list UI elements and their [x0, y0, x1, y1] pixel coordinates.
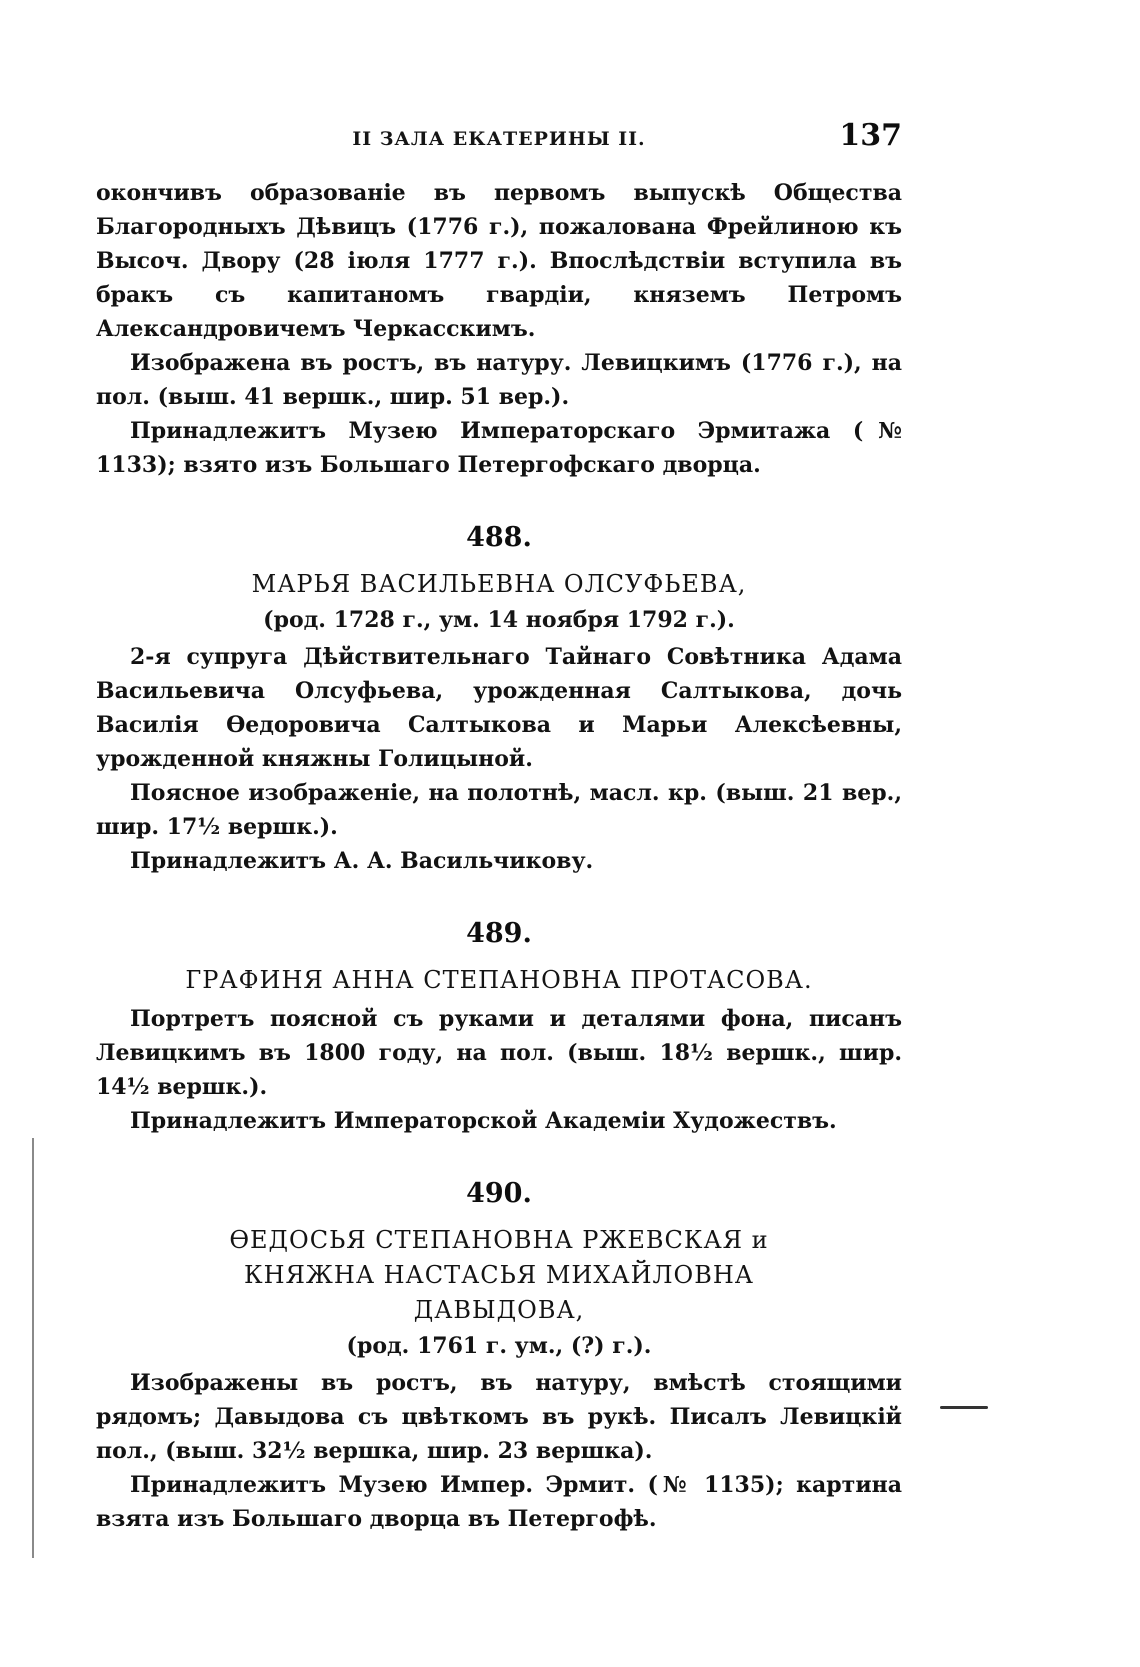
paragraph: окончивъ образованіе въ первомъ выпускѣ Общества Благородныхъ Дѣвицъ (1776 г.), пожалована Фрейлиною къ Высоч. Двору (28 іюля 1777 г.). Впослѣдствіи вступила въ бракъ съ капитаномъ гвардіи, княземъ Петромъ Александровичемъ Черкасскимъ.	[96, 180, 902, 342]
paragraph: Принадлежитъ А. А. Васильчикову.	[130, 848, 594, 874]
catalog-entry-490	[96, 1178, 902, 1536]
entry-title: ГРАФИНЯ АННА СТЕПАНОВНА ПРОТАСОВА.	[185, 966, 813, 994]
entry-number: 489.	[466, 918, 532, 949]
entry-dates: (род. 1761 г. ум., (?) г.).	[346, 1333, 652, 1359]
paragraph: Принадлежитъ Императорской Академіи Художествъ.	[130, 1108, 837, 1134]
scan-edge-rule	[32, 1138, 34, 1558]
paragraph: Изображена въ ростъ, въ натуру. Левицкимъ (1776 г.), на пол. (выш. 41 вершк., шир. 51 вер.).	[96, 350, 902, 410]
paragraph: Принадлежитъ Музею Импер. Эрмит. (№ 1135); картина взята изъ Большаго дворца въ Петергофѣ.	[96, 1472, 902, 1532]
margin-dash-mark	[940, 1406, 988, 1409]
paragraph: Принадлежитъ Музею Императорскаго Эрмитажа (№ 1133); взято изъ Большаго Петергофскаго дворца.	[96, 418, 902, 478]
book-page	[96, 118, 902, 1536]
paragraph: 2-я супруга Дѣйствительнаго Тайнаго Совѣтника Адама Васильевича Олсуфьева, урожденная Салтыкова, дочь Василія Ѳедоровича Салтыкова и Марьи Алексѣевны, урожденной княжны Голицыной.	[96, 644, 902, 772]
paragraph: Изображены въ ростъ, въ натуру, вмѣстѣ стоящими рядомъ; Давыдова съ цвѣткомъ въ рукѣ. Писалъ Левицкій пол., (выш. 32½ вершка, шир. 23 вершка).	[96, 1370, 902, 1464]
page-header	[96, 118, 902, 154]
entry-number: 488.	[466, 522, 532, 553]
entry-number: 490.	[466, 1178, 532, 1209]
running-head: II ЗАЛА ЕКАТЕРИНЫ II.	[352, 128, 646, 150]
page-number: 137	[839, 118, 902, 153]
entry-dates: (род. 1728 г., ум. 14 ноября 1792 г.).	[263, 607, 735, 633]
continuation-text	[96, 176, 902, 482]
paragraph: Портретъ поясной съ руками и деталями фона, писанъ Левицкимъ въ 1800 году, на пол. (выш. 18½ вершк., шир. 14½ вершк.).	[96, 1006, 902, 1100]
entry-title: ѲЕДОСЬЯ СТЕПАНОВНА РЖЕВСКАЯ и КНЯЖНА НАСТАСЬЯ МИХАЙЛОВНА ДАВЫДОВА,	[229, 1226, 769, 1324]
catalog-entry-488	[96, 522, 902, 878]
paragraph: Поясное изображеніе, на полотнѣ, масл. кр. (выш. 21 вер., шир. 17½ вершк.).	[96, 780, 902, 840]
catalog-entry-489	[96, 918, 902, 1138]
entry-title: МАРЬЯ ВАСИЛЬЕВНА ОЛСУФЬЕВА,	[251, 570, 747, 598]
